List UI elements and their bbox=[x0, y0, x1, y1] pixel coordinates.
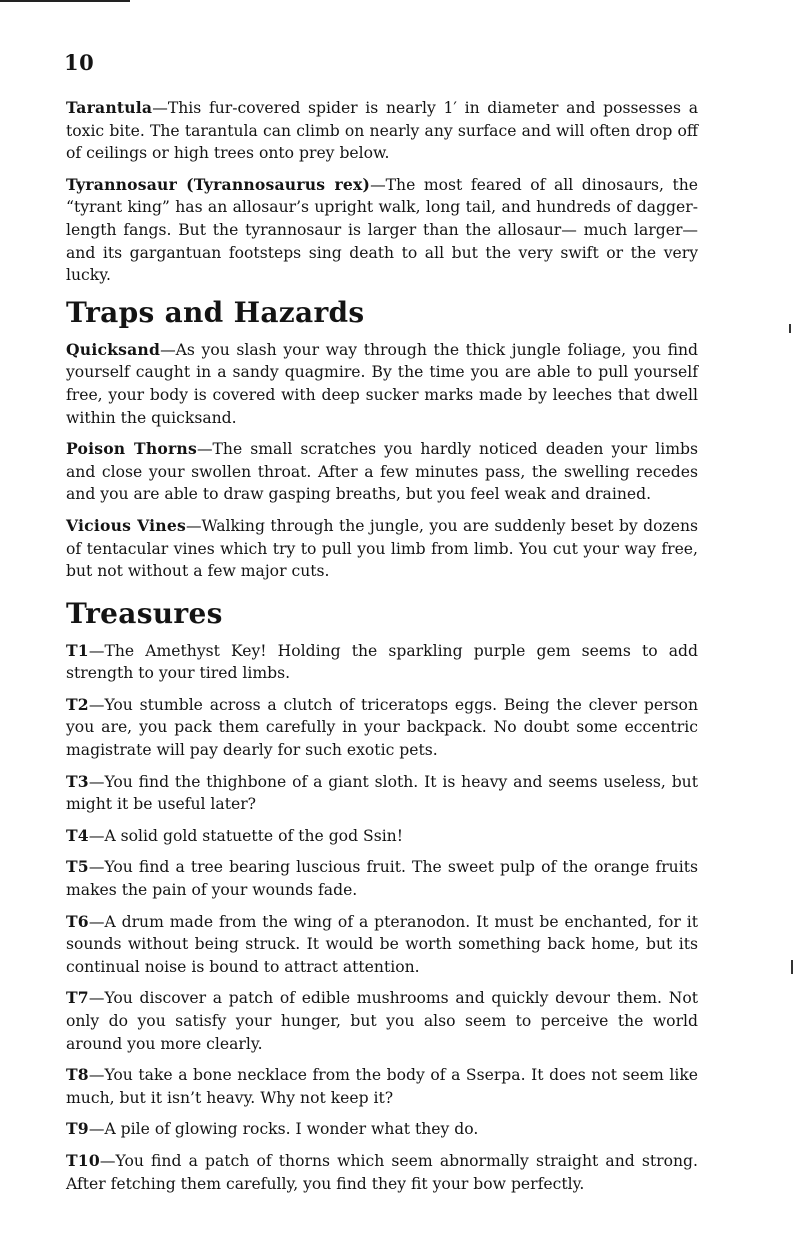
entry-term: T4 bbox=[66, 825, 89, 845]
entry-treasure-t4 bbox=[66, 825, 698, 848]
entry-text: —You take a bone necklace from the body of a Sserpa. It does not seem like much, but it isn’t heavy. Why not keep it? bbox=[66, 1066, 698, 1107]
entry-term: T9 bbox=[66, 1119, 89, 1139]
entry-term: Quicksand bbox=[66, 339, 161, 359]
page-edge-mark bbox=[789, 324, 791, 333]
entry-text: —You find a tree bearing luscious fruit. The sweet pulp of the orange fruits makes the pain of your wounds fade. bbox=[66, 858, 698, 900]
entry-text: —The most feared of all dinosaurs, the “tyrant king” has an allosaur’s upright walk, long tail, and hundreds of dagger-length fangs. But the tyrannosaur is larger than the allosaur— much larger— and its gargantuan footsteps sing death to all but the very swift or the very lucky. bbox=[66, 175, 698, 285]
entry-term: T3 bbox=[66, 771, 89, 791]
entry-vicious-vines bbox=[66, 515, 698, 583]
entry-term: T5 bbox=[66, 857, 89, 877]
entry-text: —The small scratches you hardly noticed deaden your limbs and close your swollen throat. After a few minutes pass, the swelling recedes and you are able to draw gasping breaths, but you feel weak and drained. bbox=[66, 440, 698, 504]
entry-text: —Walking through the jungle, you are suddenly beset by dozens of tentacular vines which try to pull you limb from limb. You cut your way free, but not without a few major cuts. bbox=[66, 516, 698, 581]
entry-tarantula bbox=[66, 97, 698, 165]
entry-term: T7 bbox=[66, 988, 89, 1008]
entry-term: Vicious Vines bbox=[66, 515, 186, 535]
entry-text: —You discover a patch of edible mushrooms and quickly devour them. Not only do you satisfy your hunger, but you also seem to perceive the world around you more clearly. bbox=[66, 989, 698, 1053]
entry-term: Tarantula bbox=[66, 98, 153, 117]
entry-text: —A solid gold statuette of the god Ssin! bbox=[88, 826, 403, 845]
entry-text: —The Amethyst Key! Holding the sparkling purple gem seems to add strength to your tired limbs. bbox=[66, 641, 698, 683]
entry-term: T10 bbox=[66, 1150, 100, 1170]
entry-treasure-t9 bbox=[66, 1118, 698, 1141]
entry-treasure-t7 bbox=[66, 987, 698, 1055]
section-heading-treasures: Treasures bbox=[66, 596, 223, 630]
entry-quicksand bbox=[66, 339, 698, 429]
page-content bbox=[66, 97, 698, 1204]
entry-tyrannosaur bbox=[66, 174, 698, 287]
entry-text: —As you slash your way through the thick jungle foliage, you find yourself caught in a sandy quagmire. By the time you are able to pull yourself free, your body is covered with deep sucker marks made by leeches that dwell within the quicksand. bbox=[66, 340, 698, 427]
entry-text: —You stumble across a clutch of triceratops eggs. Being the clever person you are, you pack them carefully in your backpack. No doubt some eccentric magistrate will pay dearly for such exotic pets. bbox=[66, 695, 698, 760]
entry-treasure-t3 bbox=[66, 771, 698, 816]
top-corner-rule bbox=[0, 0, 130, 2]
entry-treasure-t2 bbox=[66, 694, 698, 762]
entry-text: —This fur-covered spider is nearly 1′ in diameter and possesses a toxic bite. The tarantula can climb on nearly any surface and will often drop off of ceilings or high trees onto prey below. bbox=[66, 99, 698, 163]
page-edge-mark bbox=[791, 960, 793, 974]
entry-term: T8 bbox=[66, 1065, 89, 1085]
entry-treasure-t1 bbox=[66, 640, 698, 685]
entry-term: T6 bbox=[66, 911, 89, 931]
page-number: 10 bbox=[64, 50, 95, 75]
entry-treasure-t6 bbox=[66, 911, 698, 979]
entry-text: —You find a patch of thorns which seem abnormally straight and strong. After fetching them carefully, you find they fit your bow perfectly. bbox=[66, 1151, 698, 1193]
entry-term: Poison Thorns bbox=[66, 439, 197, 459]
entry-text: —You find the thighbone of a giant sloth. It is heavy and seems useless, but might it be useful later? bbox=[66, 772, 698, 814]
section-heading-traps: Traps and Hazards bbox=[66, 295, 365, 329]
entry-term: Tyrannosaur (Tyrannosaurus rex) bbox=[66, 174, 371, 194]
entry-treasure-t5 bbox=[66, 856, 698, 901]
entry-treasure-t8 bbox=[66, 1064, 698, 1109]
entry-treasure-t10 bbox=[66, 1150, 698, 1195]
entry-term: T1 bbox=[66, 640, 89, 660]
entry-term: T2 bbox=[66, 694, 89, 714]
entry-text: —A pile of glowing rocks. I wonder what they do. bbox=[88, 1120, 479, 1139]
entry-poison-thorns bbox=[66, 438, 698, 506]
entry-text: —A drum made from the wing of a pteranodon. It must be enchanted, for it sounds without being struck. It would be worth something back home, but its continual noise is bound to attract attention. bbox=[66, 912, 698, 976]
